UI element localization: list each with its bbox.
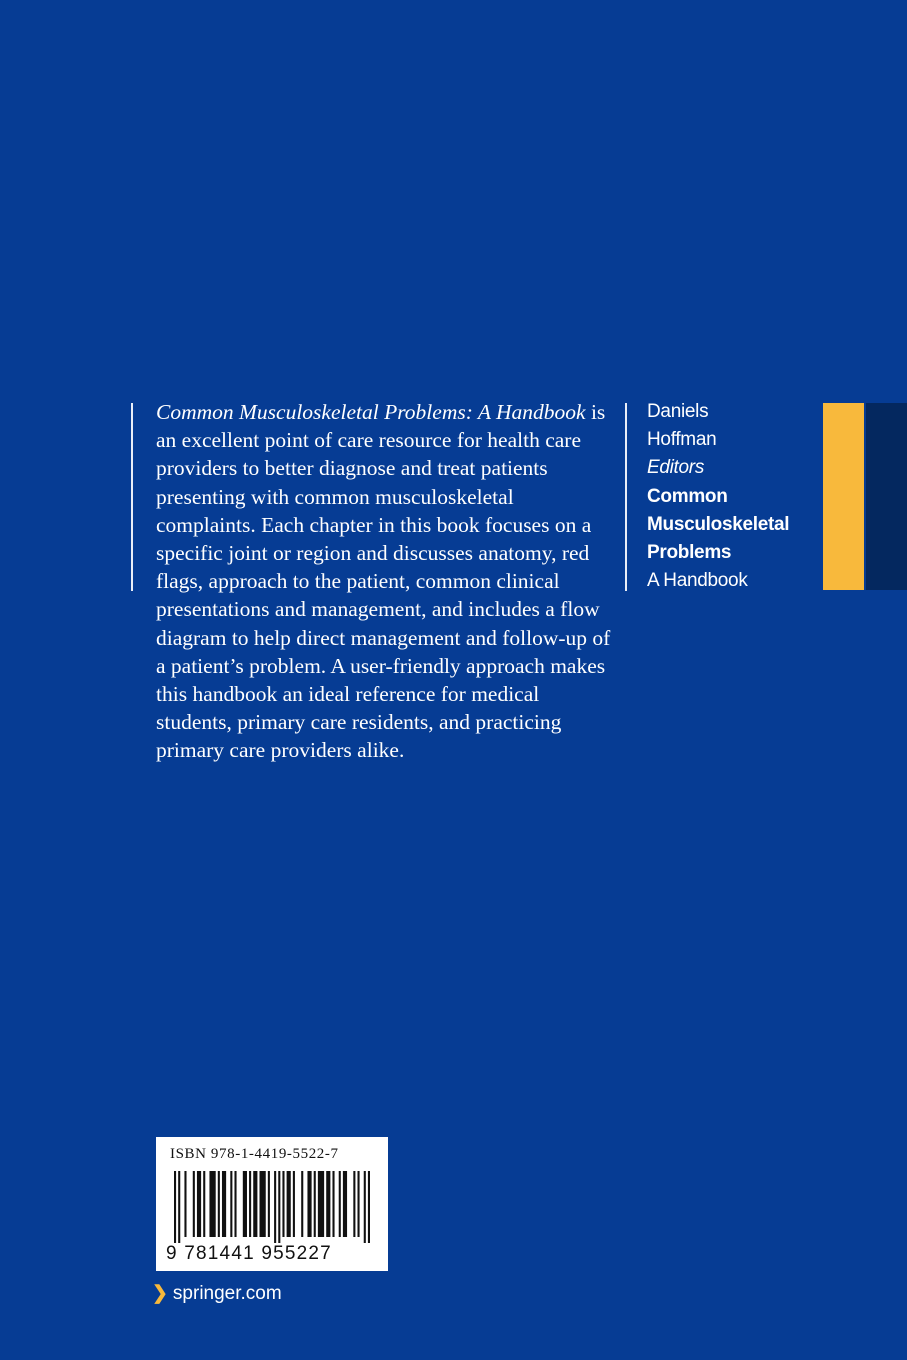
blurb-divider: [131, 403, 133, 591]
barcode-bar: [222, 1171, 226, 1237]
isbn-label: ISBN 978-1-4419-5522-7: [170, 1146, 339, 1162]
barcode-bar: [293, 1171, 295, 1237]
barcode-bar: [278, 1171, 280, 1243]
yellow-color-stripe: [823, 403, 864, 590]
blurb-body-text: is an excellent point of care resource for health care providers to better diagnose and treat patients presenting with common musculoskeletal complaints. Each chapter in this book focuses on a specific joint or region and discusses anatomy, red flags, approach to the patient, common clinical presentations and management, and includes a flow diagram to help direct management and follow-up of a patient’s problem. A user-friendly approach makes this handbook an ideal reference for medical students, primary care residents, and practicing primary care providers alike.: [156, 400, 611, 763]
barcode-bar: [193, 1171, 195, 1237]
barcode-bar: [268, 1171, 270, 1237]
editors-divider: [625, 403, 627, 591]
chevron-right-icon: ❯: [152, 1283, 168, 1304]
barcode-bar: [282, 1171, 284, 1237]
blurb-book-title: Common Musculoskeletal Problems: A Handbook: [156, 400, 586, 424]
barcode-number: 9 781441 955227: [166, 1243, 332, 1264]
editor-name-hoffman: Hoffman: [647, 429, 717, 451]
barcode-bar: [339, 1171, 341, 1237]
barcode-bar: [368, 1171, 370, 1243]
barcode-bar: [326, 1171, 330, 1237]
barcode-bar: [203, 1171, 205, 1237]
barcode-bar: [253, 1171, 257, 1237]
barcode-bar: [209, 1171, 215, 1237]
barcode-bar: [259, 1171, 265, 1237]
publisher-link[interactable]: [152, 1282, 282, 1305]
book-subtitle: A Handbook: [647, 570, 748, 592]
barcode-bar: [307, 1171, 311, 1237]
barcode-bar: [249, 1171, 251, 1237]
barcode-bar: [364, 1171, 366, 1243]
barcode-bar: [318, 1171, 324, 1237]
barcode-bar: [343, 1171, 347, 1237]
editors-block: [647, 398, 817, 595]
barcode-bar: [301, 1171, 303, 1237]
book-title-line: Common: [647, 485, 728, 507]
barcode-bar: [314, 1171, 316, 1237]
barcode-bar: [218, 1171, 220, 1237]
barcode-bar: [243, 1171, 247, 1237]
barcode-bar: [332, 1171, 334, 1237]
isbn-barcode: [156, 1137, 388, 1271]
editor-name-daniels: Daniels: [647, 401, 709, 422]
barcode-bar: [357, 1171, 359, 1237]
barcode-bar: [353, 1171, 355, 1237]
barcode-bar: [274, 1171, 276, 1243]
editors-role-label: Editors: [647, 457, 705, 479]
blurb-paragraph: [156, 398, 616, 765]
barcode-bars-graphic: [174, 1171, 370, 1243]
barcode-bar: [197, 1171, 201, 1237]
publisher-url: springer.com: [172, 1283, 282, 1304]
barcode-bar: [184, 1171, 186, 1237]
barcode-bar: [234, 1171, 236, 1237]
barcode-bar: [287, 1171, 291, 1237]
book-title-line: Problems: [647, 542, 732, 564]
barcode-bar: [178, 1171, 180, 1243]
barcode-bar: [174, 1171, 176, 1243]
book-title-line: Musculoskeletal: [647, 513, 790, 535]
barcode-bar: [230, 1171, 232, 1237]
navy-color-stripe: [866, 403, 907, 590]
